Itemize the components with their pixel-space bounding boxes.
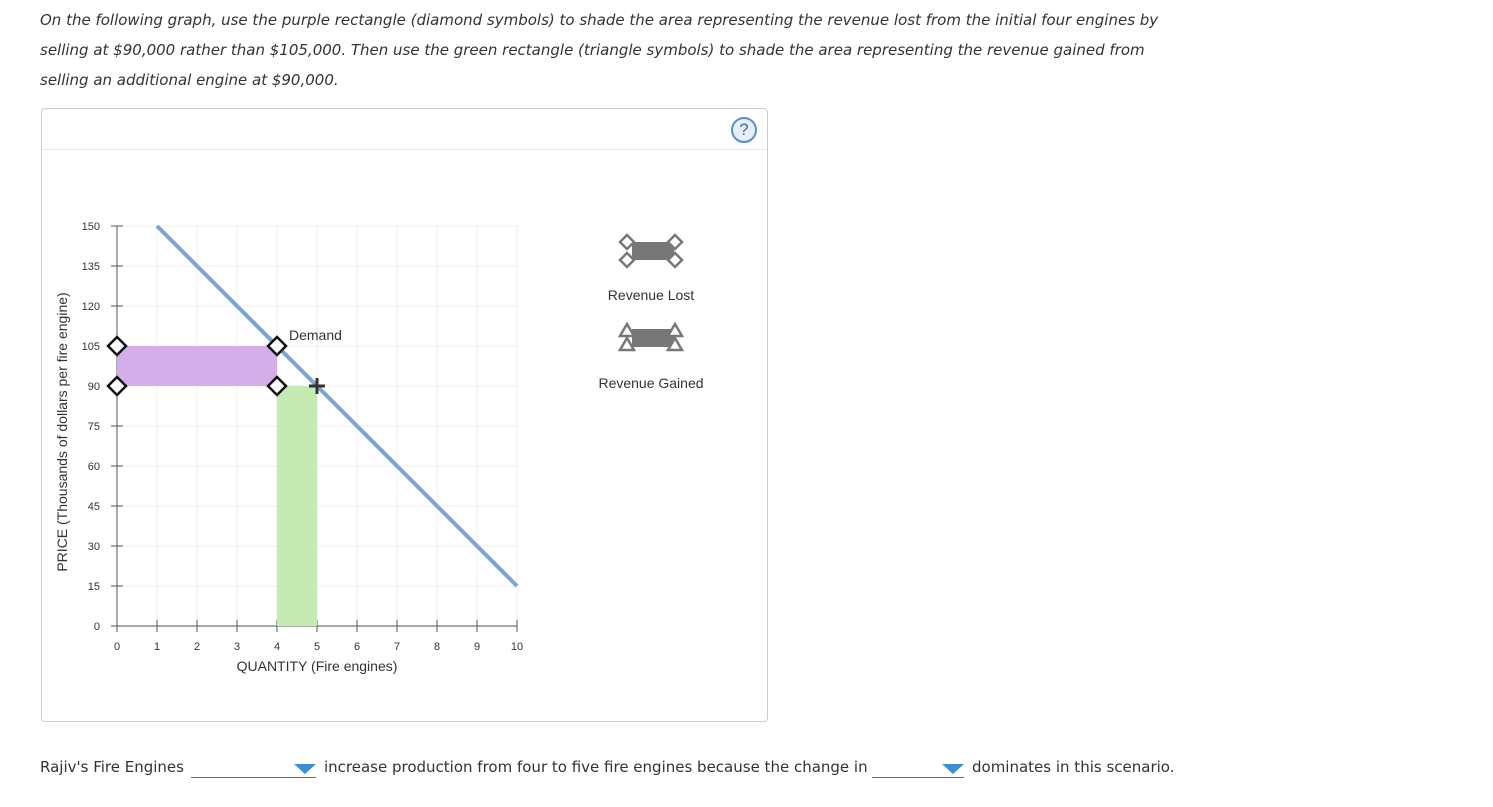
x-tick-label: 6 [353,641,361,653]
y-tick-label: 135 [81,261,100,273]
y-tick-label: 90 [87,381,100,393]
y-tick-label: 75 [87,421,100,433]
x-tick-label: 5 [313,641,321,653]
diamond-icon [620,253,634,267]
revenue-gained-rectangle[interactable] [277,386,317,626]
x-tick-label: 3 [233,641,241,653]
y-tick-label: 0 [93,621,100,633]
triangle-icon [620,338,634,350]
dropdown-arrow-icon [294,764,316,774]
instruction-line: selling at $90,000 rather than $105,000. Then use the green rectangle (triangle symbols) to shade the area representing the revenue gained from [40,41,1145,59]
y-tick-label: 60 [87,461,100,473]
sentence-suffix: dominates in this scenario. [972,758,1175,776]
instruction-line: On the following graph, use the purple rectangle (diamond symbols) to shade the area representing the revenue lost from the initial four engines by [40,11,1159,29]
triangle-icon [620,324,634,336]
answer-dropdown-2[interactable] [872,757,964,778]
revenue-lost-label: Revenue Lost [607,287,695,303]
instructions [40,5,1200,95]
y-tick-label: 120 [81,301,100,313]
y-tick-label: 15 [87,581,100,593]
sentence-middle: increase production from four to five fire engines because the change in [324,758,868,776]
revenue-gained-tool[interactable] [632,329,674,347]
diamond-icon [620,235,634,249]
demand-curve [157,226,517,586]
y-axis-title: PRICE (Thousands of dollars per fire engine) [54,292,70,572]
x-axis-title: QUANTITY (Fire engines) [236,658,398,674]
revenue-lost-rectangle[interactable] [117,346,277,386]
answer-dropdown-1[interactable] [191,757,316,778]
instruction-line: selling an additional engine at $90,000. [40,71,339,89]
revenue-gained-label: Revenue Gained [598,375,704,391]
x-tick-label: 9 [473,641,481,653]
y-tick-label: 45 [87,501,100,513]
x-tick-label: 4 [273,641,281,653]
dropdown-arrow-icon [942,764,964,774]
x-tick-label: 7 [393,641,401,653]
y-tick-label: 105 [81,341,100,353]
x-tick-label: 2 [193,641,201,653]
demand-curve-label: Demand [289,327,342,343]
x-tick-label: 1 [153,641,161,653]
answer-sentence [40,757,1460,781]
x-tick-label: 10 [510,641,524,653]
revenue-lost-tool[interactable] [632,242,674,260]
sentence-prefix: Rajiv's Fire Engines [40,758,184,776]
x-tick-label: 8 [433,641,441,653]
triangle-icon [668,324,682,336]
graph-svg[interactable] [42,109,767,721]
x-tick-label: 0 [113,641,121,653]
graph-panel [41,108,768,722]
y-tick-label: 150 [81,221,100,233]
y-tick-label: 30 [87,541,100,553]
help-button[interactable]: ? [731,117,757,143]
